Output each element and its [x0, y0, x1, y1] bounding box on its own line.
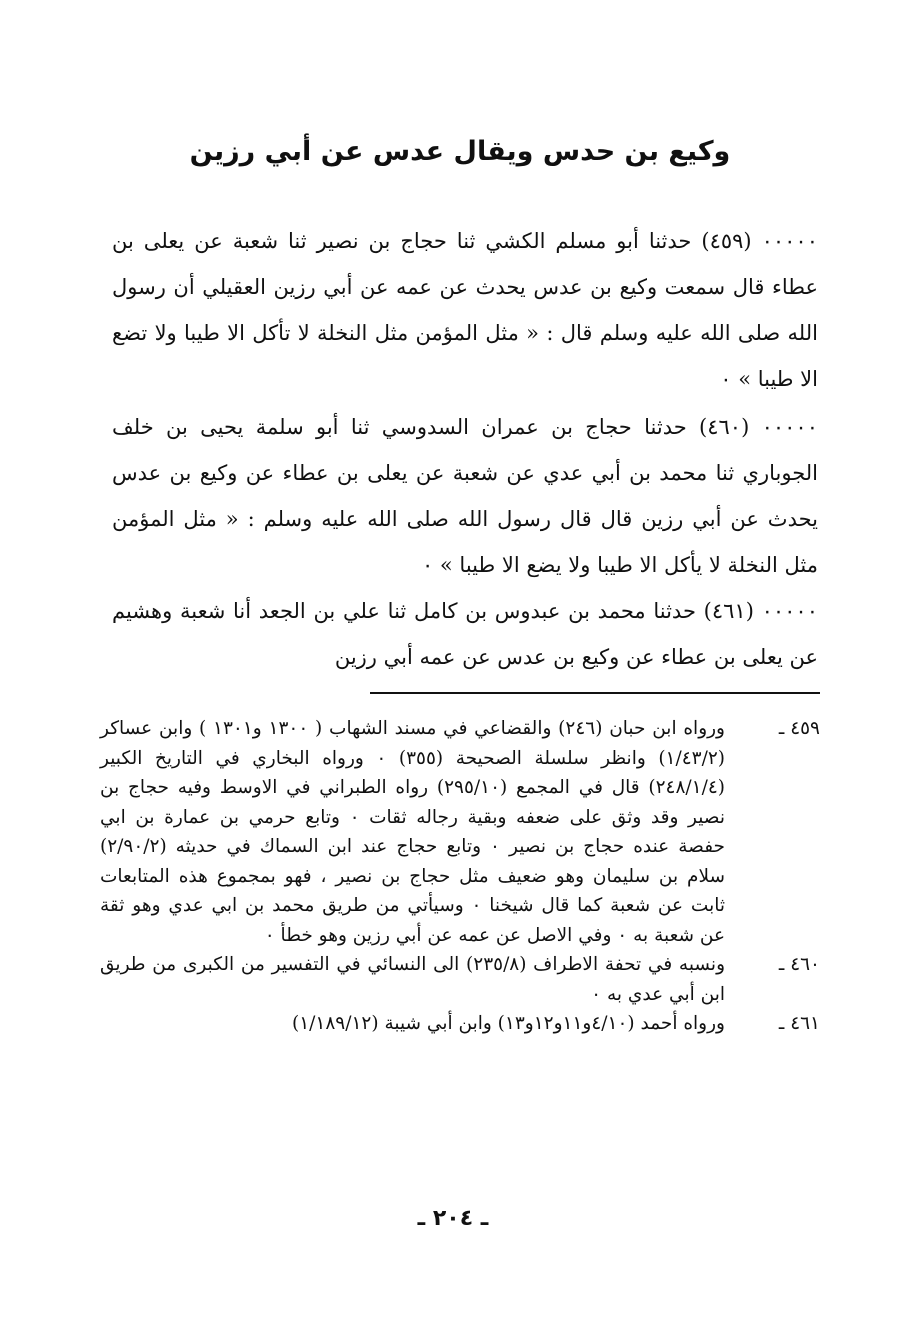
hadith-paragraph-460: ٠٠٠٠٠ (٤٦٠) حدثنا حجاج بن عمران السدوسي ثنا أبو سلمة يحيى بن خلف الجوباري ثنا محمد بن أبي عدي عن شعبة عن يعلى بن عطاء عن وكيع بن عدس يحدث عن أبي رزين قال قال رسول الله صلى الله عليه وسلم : « مثل المؤمن مثل النخلة لا يأكل الا طيبا ولا يضع الا طيبا » ٠: [112, 415, 818, 577]
footnote-number: ٤٦٠ ـ: [778, 954, 820, 975]
footnotes: [100, 714, 820, 1039]
page-title: وكيع بن حدس ويقال عدس عن أبي رزين: [189, 136, 731, 167]
footnote-461: [100, 1009, 820, 1039]
footnote-number: ٤٥٩ ـ: [778, 718, 820, 739]
footnote-number: ٤٦١ ـ: [778, 1013, 820, 1034]
footnote-460: [100, 950, 820, 1009]
hadith-paragraph-459: ٠٠٠٠٠ (٤٥٩) حدثنا أبو مسلم الكشي ثنا حجاج بن نصير ثنا شعبة عن يعلى بن عطاء قال سمعت وكيع بن عدس يحدث عن عمه عن أبي رزين العقيلي أن رسول الله صلى الله عليه وسلم قال : « مثل المؤمن مثل النخلة لا تأكل الا طيبا ولا تضع الا طيبا » ٠: [112, 229, 818, 391]
footnote-459: [100, 714, 820, 950]
footnote-divider: [370, 692, 820, 694]
main-text: [112, 218, 818, 680]
footnote-text: ورواه ابن حبان (٢٤٦) والقضاعي في مسند الشهاب ( ١٣٠٠ و١٣٠١ ) وابن عساكر (١/٤٣/٢) وانظر سلسلة الصحيحة (٣٥٥) ٠ ورواه البخاري في التاريخ الكبير (٢٤٨/١/٤) قال في المجمع (٢٩٥/١٠) رواه الطبراني في الاوسط وفيه حجاج بن نصير وقد وثق على ضعفه وبقية رجاله ثقات ٠ وتابع حرمي بن عمارة بن ابي حفصة عنده حجاج بن نصير ٠ وتابع حجاج عند ابن السماك في حديثه (٢/٩٠/٢) سلام بن سليمان وهو ضعيف مثل حجاج بن نصير ، فهو بمجموع هذه المتابعات ثابت عن شعبة كما قال شيخنا ٠ وسيأتي من طريق محمد بن ابي عدي وهو ثقة عن شعبة به ٠ وفي الاصل عن عمه عن أبي رزين وهو خطأ ٠: [100, 718, 726, 946]
footnote-text: ورواه أحمد (٤/١٠و١١و١٢و١٣) وابن أبي شيبة (١/١٨٩/١٢): [292, 1013, 725, 1034]
page-number: ـ ٢٠٤ ـ: [417, 1206, 489, 1231]
hadith-paragraph-461: ٠٠٠٠٠ (٤٦١) حدثنا محمد بن عبدوس بن كامل ثنا علي بن الجعد أنا شعبة وهشيم عن يعلى بن عطاء عن وكيع بن عدس عن عمه أبي رزين: [112, 599, 818, 669]
footnote-text: ونسبه في تحفة الاطراف (٢٣٥/٨) الى النسائي في التفسير من الكبرى من طريق ابن أبي عدي به ٠: [100, 954, 725, 1005]
